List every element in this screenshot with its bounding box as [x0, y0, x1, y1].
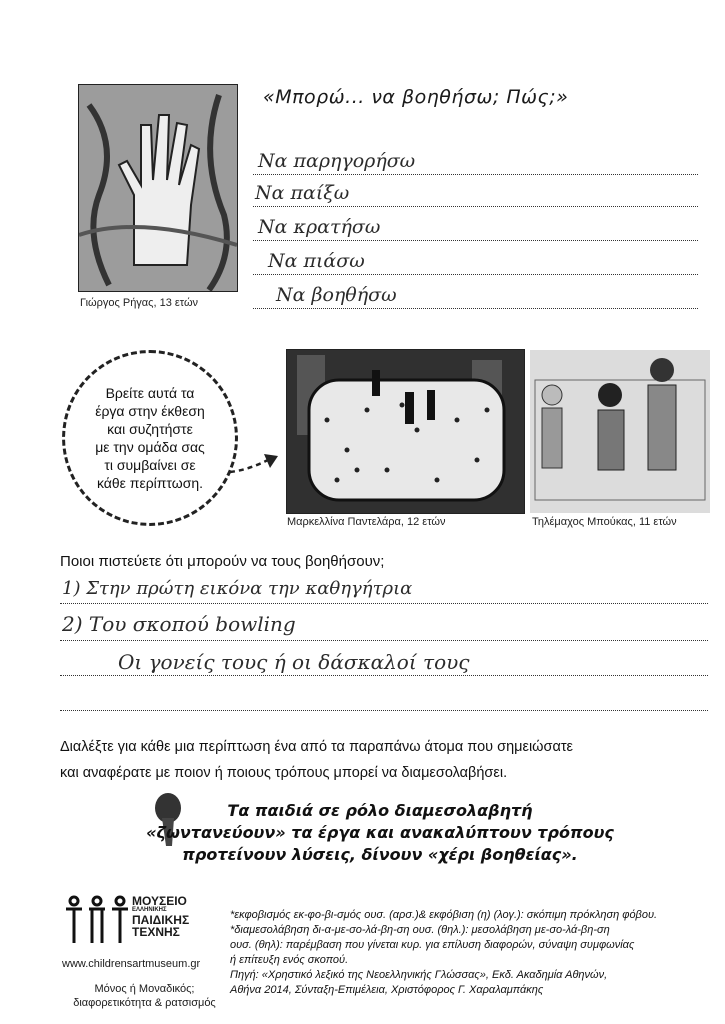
question-text: Ποιοι πιστεύετε ότι μπορούν να τους βοηθήσουν; [60, 553, 385, 570]
footnote-line: Αθήνα 2014, Σύνταξη-Επιμέλεια, Χριστόφορος Γ. Χαραλαμπάκης [230, 984, 544, 996]
artwork1-caption: Γιώργος Ρήγας, 13 ετών [80, 297, 199, 309]
hand-drawing-illustration [79, 85, 237, 291]
dotted-line [253, 174, 698, 175]
highlight-line: Τα παιδιά σε ρόλο διαμεσολαβητή [227, 801, 533, 820]
artwork-crowd-painting [286, 349, 525, 514]
dotted-line [253, 240, 698, 241]
museum-name-line: ΕΛΛΗΝΙΚΗΣ [132, 907, 167, 913]
handwritten-line: Να κρατήσω [258, 216, 381, 238]
museum-name-line: ΜΟΥΣΕΙΟ [132, 894, 187, 908]
museum-logo-figures [62, 893, 132, 949]
handwritten-line: Να παρηγορήσω [258, 150, 416, 172]
bubble-line: έργα στην έκθεση [95, 403, 205, 419]
footnote-line: Πηγή: «Χρηστικό λεξικό της Νεοελληνικής Γλώσσας», Εκδ. Ακαδημία Αθηνών, [230, 969, 608, 981]
museum-url[interactable]: www.childrensartmuseum.gr [62, 958, 201, 970]
dotted-line [60, 675, 708, 676]
museum-name-line: ΠΑΙΔΙΚΗΣ [132, 913, 190, 927]
answer-line: 2) Του σκοπού bowling [62, 612, 296, 636]
museum-subtitle-line: διαφορετικότητα & ρατσισμός [73, 997, 216, 1009]
answer-line: Οι γονείς τους ή οι δάσκαλοί τους [118, 650, 470, 674]
footnote-line: ή επίτευξη ενός σκοπού. [230, 954, 349, 966]
highlight-text [100, 800, 660, 866]
dotted-line [60, 603, 708, 604]
dotted-line [60, 640, 708, 641]
dotted-line [253, 274, 698, 275]
dotted-line [253, 308, 698, 309]
instruction-line: και αναφέρατε με ποιον ή ποιους τρόπους μπορεί να διαμεσολαβήσει. [60, 765, 508, 781]
footnotes [230, 908, 710, 998]
dotted-line [60, 710, 708, 711]
museum-logo [62, 893, 232, 949]
footnote-line: ουσ. (θηλ): παρέμβαση που γίνεται κυρ. για επίλυση διαφορών, σύναψη συμφωνίας [230, 939, 635, 951]
boys-drawing-illustration [530, 350, 710, 513]
handwritten-line: Να βοηθήσω [276, 284, 397, 306]
artwork3-caption: Τηλέμαχος Μπούκας, 11 ετών [532, 516, 677, 528]
handwritten-line: Να πιάσω [268, 250, 365, 272]
highlight-line: προτείνουν λύσεις, δίνουν «χέρι βοηθείας». [182, 845, 578, 864]
bubble-line: τι συμβαίνει σε [104, 457, 196, 473]
artwork-boys-drawing [530, 350, 710, 513]
answer-line: 1) Στην πρώτη εικόνα την καθηγήτρια [62, 578, 413, 599]
instruction-line: Διαλέξτε για κάθε μια περίπτωση ένα από τα παραπάνω άτομα που σημειώσατε [60, 739, 574, 755]
bubble-line: με την ομάδα σας [95, 439, 205, 455]
dotted-line [253, 206, 698, 207]
footnote-line: *διαμεσολάβηση δι-α-με-σο-λά-βη-ση ουσ. (θηλ.): μεσολάβηση με-σο-λά-βη-ση [230, 924, 610, 936]
museum-name-line: ΤΕΧΝΗΣ [132, 925, 180, 939]
museum-subtitle-line: Μόνος ή Μοναδικός; [94, 983, 195, 995]
highlight-line: «ζωντανεύουν» τα έργα και ανακαλύπτουν τρόπους [146, 823, 614, 842]
page-title: «Μπορώ... να βοηθήσω; Πώς;» [263, 86, 569, 108]
artwork2-caption: Μαρκελλίνα Παντελάρα, 12 ετών [287, 516, 446, 528]
bubble-line: Βρείτε αυτά τα [105, 385, 195, 401]
arrow-icon [228, 448, 280, 483]
instruction-bubble [62, 350, 238, 526]
crowd-painting-illustration [287, 350, 524, 513]
footnote-line: *εκφοβισμός εκ-φο-βι-σμός ουσ. (αρσ.)& εκφόβιση (η) (λογ.): σκόπιμη πρόκληση φόβου. [230, 909, 658, 921]
handwritten-line: Να παίξω [255, 182, 350, 204]
bubble-line: κάθε περίπτωση. [96, 475, 204, 491]
artwork-hand-drawing [78, 84, 238, 292]
bubble-line: και συζητήστε [107, 421, 193, 437]
museum-name [132, 895, 189, 938]
museum-subtitle [62, 982, 227, 1010]
